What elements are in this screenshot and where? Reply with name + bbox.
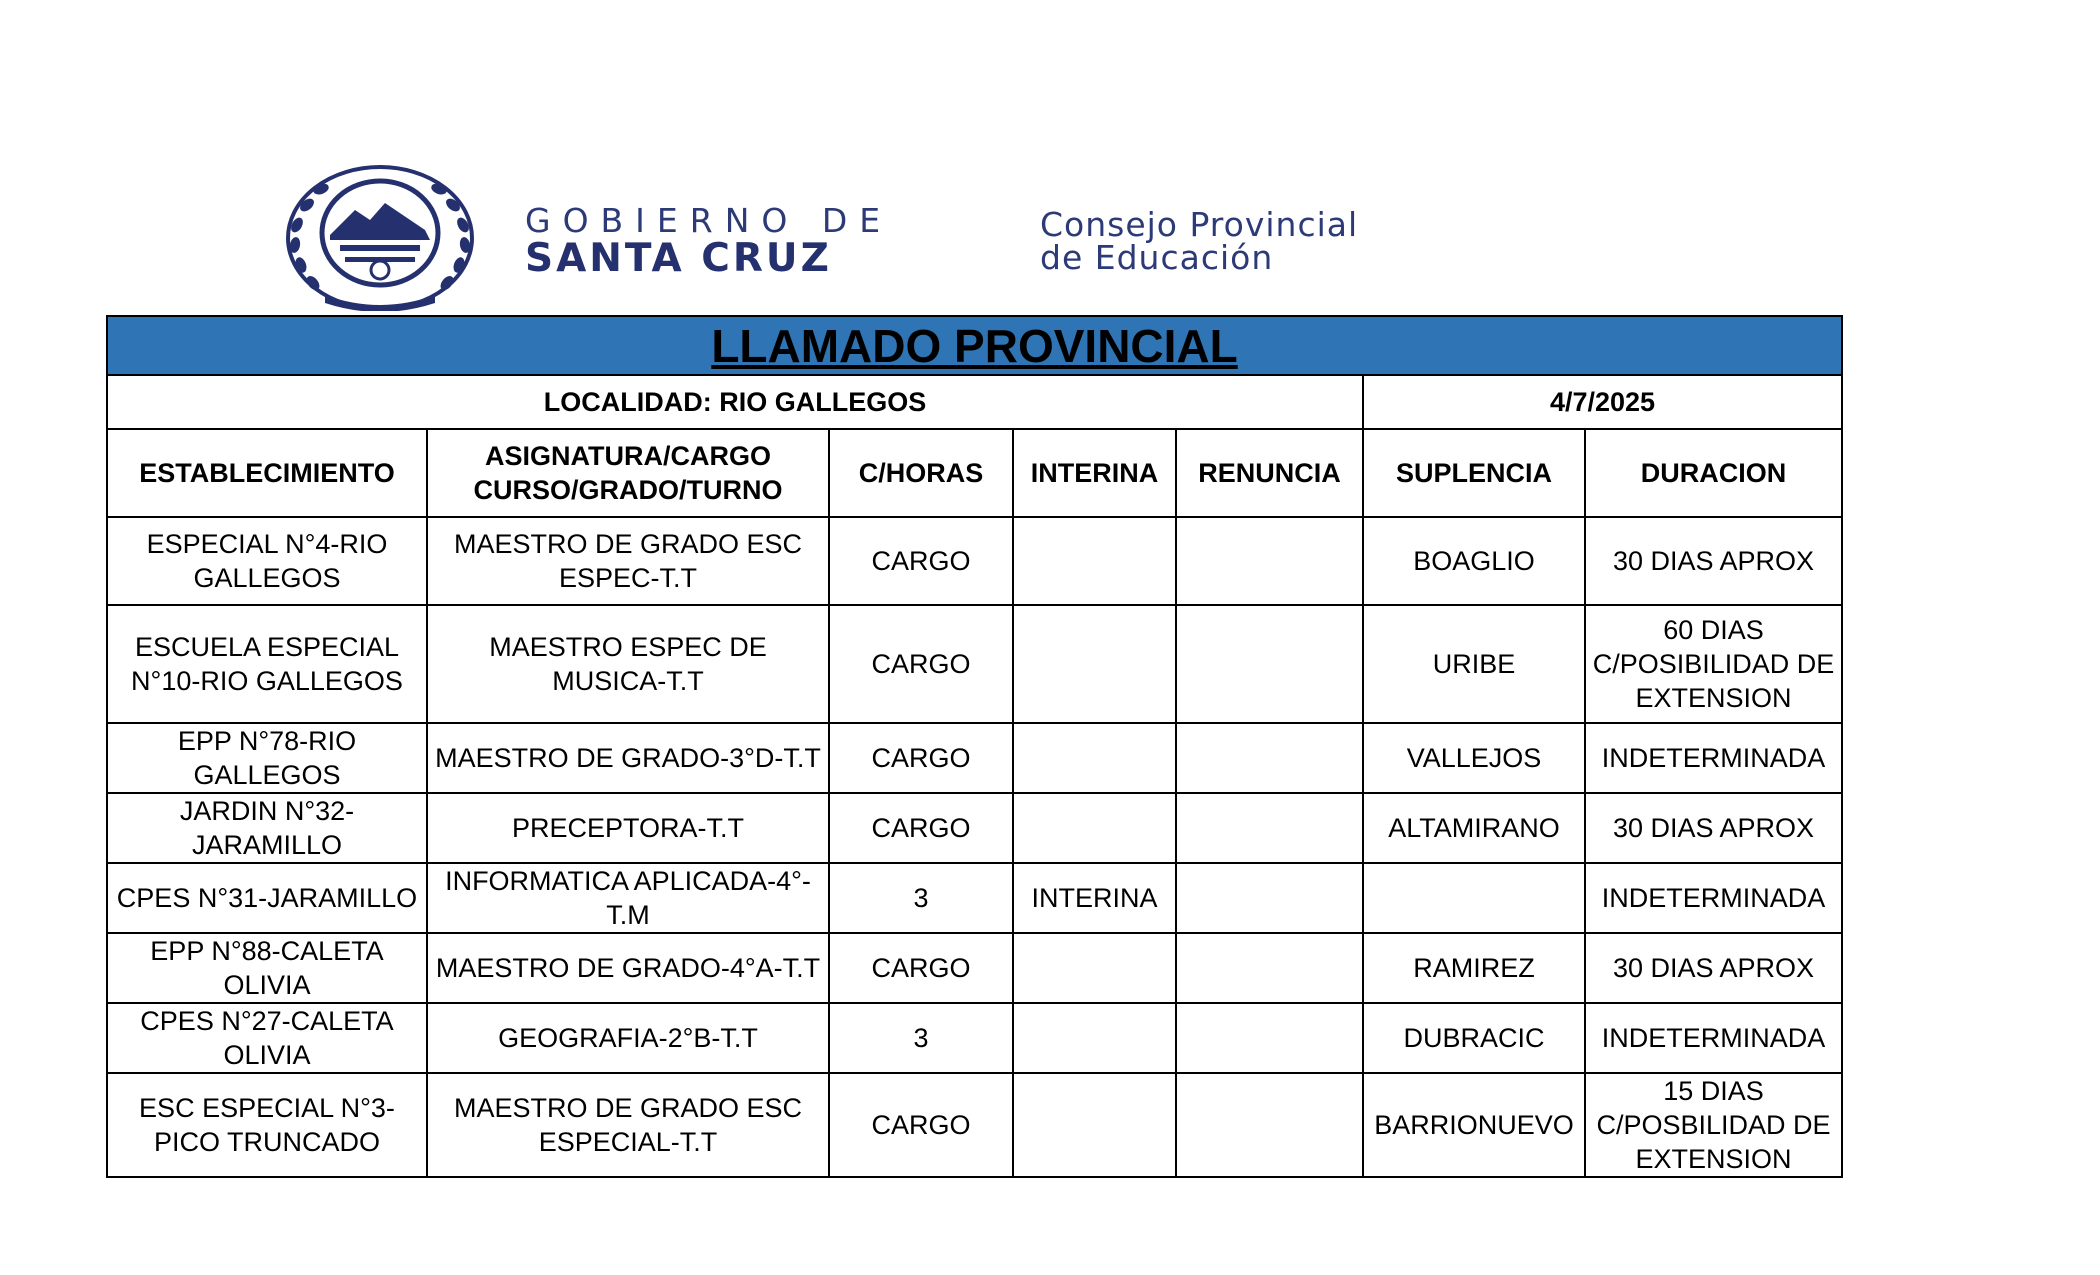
province-seal-icon xyxy=(285,165,475,311)
cell-establecimiento: CPES N°31-JARAMILLO xyxy=(107,863,427,933)
cell-renuncia xyxy=(1176,517,1363,605)
document-title: LLAMADO PROVINCIAL xyxy=(711,319,1238,372)
cell-horas: 3 xyxy=(829,1003,1013,1073)
locality-row xyxy=(107,375,1842,429)
column-header-duracion: DURACION xyxy=(1585,429,1842,517)
table-row xyxy=(107,605,1842,723)
cell-establecimiento: ESPECIAL N°4-RIO GALLEGOS xyxy=(107,517,427,605)
cell-duracion: INDETERMINADA xyxy=(1585,1003,1842,1073)
cell-duracion: 30 DIAS APROX xyxy=(1585,933,1842,1003)
cell-interina xyxy=(1013,933,1176,1003)
cell-suplencia: DUBRACIC xyxy=(1363,1003,1585,1073)
cell-establecimiento: JARDIN N°32-JARAMILLO xyxy=(107,793,427,863)
column-header-horas: C/HORAS xyxy=(829,429,1013,517)
cell-asignatura: MAESTRO DE GRADO ESC ESPEC-T.T xyxy=(427,517,829,605)
column-header-renuncia: RENUNCIA xyxy=(1176,429,1363,517)
cell-renuncia xyxy=(1176,605,1363,723)
cell-suplencia: BOAGLIO xyxy=(1363,517,1585,605)
cell-duracion: 30 DIAS APROX xyxy=(1585,517,1842,605)
cell-duracion: INDETERMINADA xyxy=(1585,723,1842,793)
cell-renuncia xyxy=(1176,793,1363,863)
cell-asignatura: MAESTRO DE GRADO ESC ESPECIAL-T.T xyxy=(427,1073,829,1177)
vacancies-table xyxy=(106,315,1843,1178)
cell-interina xyxy=(1013,605,1176,723)
table-row xyxy=(107,723,1842,793)
government-line-2: SANTA CRUZ xyxy=(525,236,832,281)
table-row xyxy=(107,933,1842,1003)
table-row xyxy=(107,1003,1842,1073)
cell-asignatura: MAESTRO ESPEC DE MUSICA-T.T xyxy=(427,605,829,723)
cell-asignatura: MAESTRO DE GRADO-4°A-T.T xyxy=(427,933,829,1003)
government-logo-text xyxy=(525,203,892,279)
table-row xyxy=(107,1073,1842,1177)
column-header-establecimiento: ESTABLECIMIENTO xyxy=(107,429,427,517)
cell-interina: INTERINA xyxy=(1013,863,1176,933)
government-line-1: GOBIERNO DE xyxy=(525,201,893,240)
cell-establecimiento: EPP N°78-RIO GALLEGOS xyxy=(107,723,427,793)
cell-renuncia xyxy=(1176,933,1363,1003)
column-header-interina: INTERINA xyxy=(1013,429,1176,517)
cell-interina xyxy=(1013,723,1176,793)
document-header xyxy=(285,165,1485,315)
table-row xyxy=(107,517,1842,605)
title-row xyxy=(107,316,1842,375)
cell-interina xyxy=(1013,517,1176,605)
call-date: 4/7/2025 xyxy=(1363,375,1842,429)
cell-asignatura: MAESTRO DE GRADO-3°D-T.T xyxy=(427,723,829,793)
cell-renuncia xyxy=(1176,863,1363,933)
council-line-2: de Educación xyxy=(1040,238,1274,277)
cell-renuncia xyxy=(1176,1073,1363,1177)
cell-horas: 3 xyxy=(829,863,1013,933)
cell-duracion: 60 DIAS C/POSIBILIDAD DE EXTENSION xyxy=(1585,605,1842,723)
cell-asignatura: GEOGRAFIA-2°B-T.T xyxy=(427,1003,829,1073)
cell-establecimiento: CPES N°27-CALETA OLIVIA xyxy=(107,1003,427,1073)
cell-duracion: INDETERMINADA xyxy=(1585,863,1842,933)
cell-interina xyxy=(1013,793,1176,863)
column-header-asignatura: ASIGNATURA/CARGO CURSO/GRADO/TURNO xyxy=(427,429,829,517)
cell-horas: CARGO xyxy=(829,933,1013,1003)
table-row xyxy=(107,793,1842,863)
cell-suplencia: BARRIONUEVO xyxy=(1363,1073,1585,1177)
cell-establecimiento: ESCUELA ESPECIAL N°10-RIO GALLEGOS xyxy=(107,605,427,723)
cell-establecimiento: ESC ESPECIAL N°3-PICO TRUNCADO xyxy=(107,1073,427,1177)
cell-horas: CARGO xyxy=(829,1073,1013,1177)
cell-horas: CARGO xyxy=(829,793,1013,863)
cell-renuncia xyxy=(1176,723,1363,793)
cell-horas: CARGO xyxy=(829,605,1013,723)
cell-horas: CARGO xyxy=(829,517,1013,605)
cell-duracion: 15 DIAS C/POSBILIDAD DE EXTENSION xyxy=(1585,1073,1842,1177)
council-logo-text xyxy=(1040,205,1359,277)
cell-interina xyxy=(1013,1073,1176,1177)
cell-asignatura: INFORMATICA APLICADA-4°-T.M xyxy=(427,863,829,933)
locality: LOCALIDAD: RIO GALLEGOS xyxy=(107,375,1363,429)
cell-duracion: 30 DIAS APROX xyxy=(1585,793,1842,863)
cell-asignatura: PRECEPTORA-T.T xyxy=(427,793,829,863)
cell-suplencia: ALTAMIRANO xyxy=(1363,793,1585,863)
cell-renuncia xyxy=(1176,1003,1363,1073)
column-header-suplencia: SUPLENCIA xyxy=(1363,429,1585,517)
cell-interina xyxy=(1013,1003,1176,1073)
column-header-row xyxy=(107,429,1842,517)
cell-establecimiento: EPP N°88-CALETA OLIVIA xyxy=(107,933,427,1003)
table-row xyxy=(107,863,1842,933)
cell-suplencia: URIBE xyxy=(1363,605,1585,723)
cell-suplencia xyxy=(1363,863,1585,933)
cell-suplencia: RAMIREZ xyxy=(1363,933,1585,1003)
council-line-1: Consejo Provincial xyxy=(1040,205,1359,244)
cell-suplencia: VALLEJOS xyxy=(1363,723,1585,793)
cell-horas: CARGO xyxy=(829,723,1013,793)
